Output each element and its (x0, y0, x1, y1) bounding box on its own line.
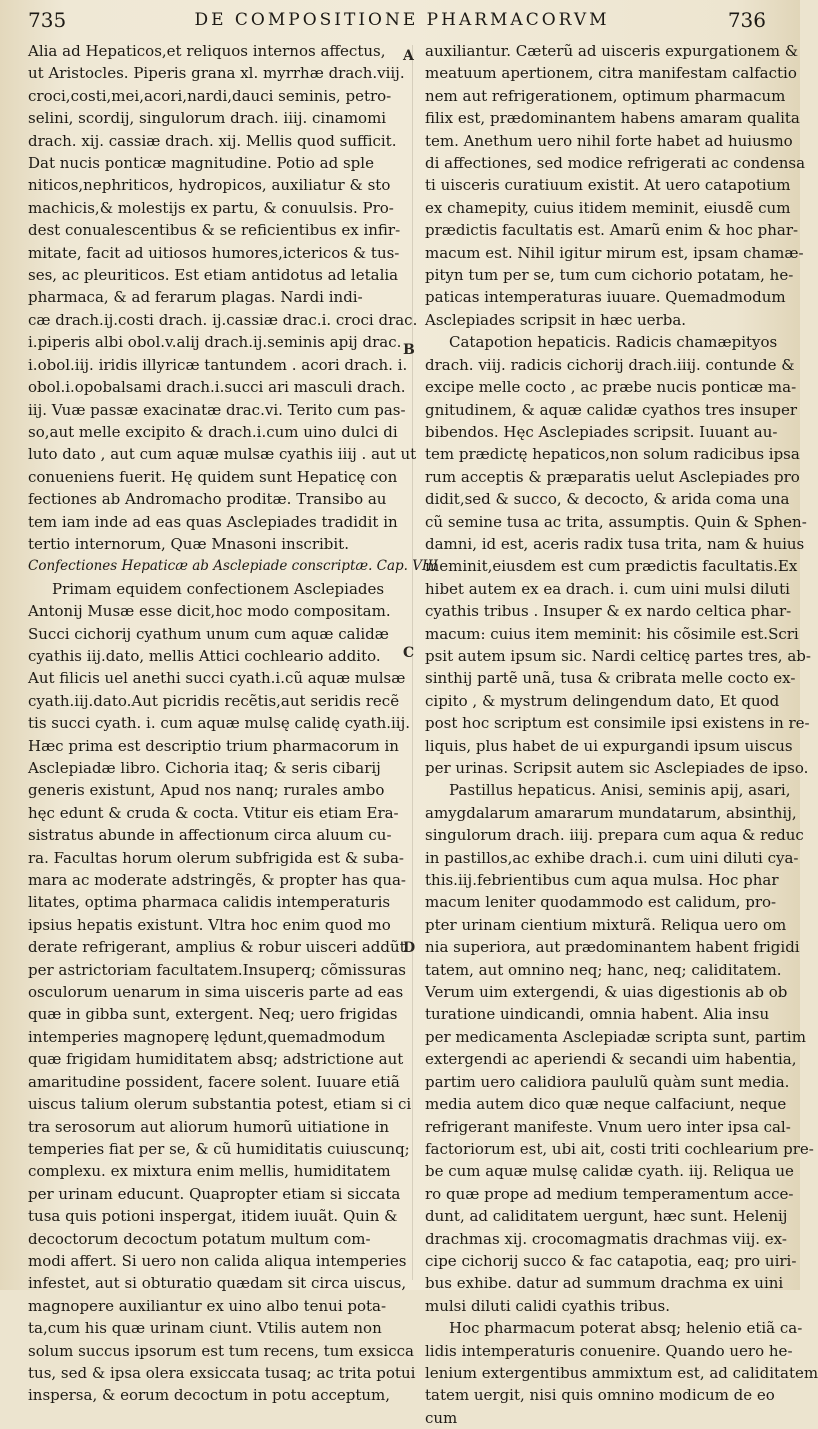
text-line: ti uisceris curatiuum existit. At uero catapotium (425, 176, 791, 195)
text-line: selini, scordij, singulorum drach. iiij. cinamomi (28, 109, 387, 128)
text-line: per urinam educunt. Quapropter etiam si siccata (28, 1184, 401, 1203)
text-line: in pastillos,ac exhibe drach.i. cum uini diluti cya- (425, 848, 799, 867)
text-line: be cum aquæ mulsę calidæ cyath. iij. Reliqua ue (425, 1162, 794, 1181)
text-line: generis existunt, Apud nos nanq; rurales ambo (28, 781, 385, 800)
text-line: tusa quis potioni inspergat, itidem iuuãt. Quin & (28, 1207, 398, 1226)
text-line: gnitudinem, & aquæ calidæ cyathos tres insuper (425, 400, 798, 419)
chapter-heading: Confectiones Hepaticæ ab Asclepiade conscriptæ. Cap. VIII (28, 558, 438, 575)
text-line: ro quæ prope ad medium temperamentum acce- (425, 1184, 794, 1203)
text-line: mulsi diluti calidi cyathis tribus. (425, 1296, 670, 1315)
text-line: Dat nucis ponticæ magnitudine. Potio ad sple (28, 154, 374, 173)
text-line: partim uero calidiora paululũ quàm sunt media. (425, 1072, 790, 1091)
text-line: uiscus talium olerum substantia potest, etiam si ci (28, 1095, 412, 1114)
text-line: conueniens fuerit. Hę quidem sunt Hepaticę con (28, 467, 398, 486)
text-line: iij. Vuæ passæ exacinatæ drac.vi. Terito cum pas- (28, 400, 406, 419)
text-line: decoctorum decoctum potatum multum com- (28, 1229, 371, 1248)
text-line: derate refrigerant, amplius & robur uisceri addũt (28, 938, 406, 957)
text-line: amaritudine possident, facere solent. Iuuare etiã (28, 1072, 400, 1091)
text-line: refrigerant manifeste. Vnum uero inter ipsa cal- (425, 1117, 791, 1136)
text-line: macum leniter quodammodo est calidum, pro- (425, 893, 777, 912)
text-line: mitate, facit ad uitiosos humores,ictericos & tus- (28, 243, 400, 262)
text-line: pityn tum per se, tum cum cichorio potatam, he- (425, 266, 794, 285)
text-line: filix est, prædominantem habens amaram qualita (425, 109, 800, 128)
text-line: sinthij partẽ unã, tusa & cribrata melle cocto ex- (425, 669, 796, 688)
text-line: this.iij.febrientibus cum aqua mulsa. Hoc phar (425, 871, 779, 890)
text-line: intemperies magnoperę lędunt,quemadmodum (28, 1027, 386, 1046)
text-line: ta,cum his quæ urinam ciunt. Vtilis autem non (28, 1319, 382, 1338)
running-title: DE COMPOSITIONE PHARMACORVM (194, 10, 610, 30)
text-line: paticas intemperaturas iuuare. Quemadmodum (425, 288, 786, 307)
text-line: modi affert. Si uero non calida aliqua intemperies (28, 1251, 407, 1270)
text-line: didit,sed & succo, & decocto, & arida coma una (425, 490, 790, 509)
text-line: magnopere auxiliantur ex uino albo tenui pota- (28, 1296, 387, 1315)
text-line: inspersa, & eorum decoctum in potu acceptum, (28, 1386, 391, 1405)
text-line: damni, id est, aceris radix tusa trita, nam & huius (425, 534, 805, 553)
text-line: machicis,& molestijs ex partu, & conuulsis. Pro- (28, 198, 394, 217)
text-line: tra serosorum aut aliorum humorũ uitiatione in (28, 1117, 390, 1136)
text-line: dest conualescentibus & se reficientibus ex infir- (28, 221, 401, 240)
text-line: cũ semine tusa ac trita, assumptis. Quin & Sphen- (425, 512, 807, 531)
text-line: factoriorum est, ubi ait, costi triti cochlearium pre- (425, 1139, 814, 1158)
margin-letter-c: C (403, 645, 415, 661)
text-line: complexu. ex mixtura enim mellis, humiditatem (28, 1162, 391, 1181)
text-line: fectiones ab Andromacho proditæ. Transibo au (28, 490, 387, 509)
text-line: lenium extergentibus ammixtum est, ad caliditatem (425, 1363, 818, 1382)
text-line: drachmas xij. crocomagmatis drachmas viij. ex- (425, 1229, 787, 1248)
text-line: macum: cuius item meminit: his cõsimile est.Scri (425, 624, 799, 643)
left-text-column (28, 40, 438, 1405)
text-line: cæ drach.ij.costi drach. ij.cassiæ drac.i. croci drac. (28, 310, 418, 329)
text-line: niticos,nephriticos, hydropicos, auxiliatur & sto (28, 176, 391, 195)
text-line: Hoc pharmacum poterat absq; helenio etiã ca- (449, 1319, 803, 1338)
text-line: macum est. Nihil igitur mirum est, ipsam chamæ- (425, 243, 804, 262)
text-line: quæ frigidam humiditatem absq; adstrictione aut (28, 1050, 404, 1069)
text-line: tis succi cyath. i. cum aquæ mulsę calidę cyath.iij. (28, 714, 411, 733)
text-line: di affectiones, sed modice refrigerati ac condensa (425, 154, 806, 173)
text-line: pharmaca, & ad ferarum plagas. Nardi indi- (28, 288, 363, 307)
text-line: cyathis tribus . Insuper & ex nardo celtica phar- (425, 602, 792, 621)
text-line: hęc edunt & cruda & cocta. Vtitur eis etiam Era- (28, 803, 399, 822)
text-line: luto dato , aut cum aquæ mulsæ cyathis iiij . aut ut (28, 445, 417, 464)
text-line: Hæc prima est descriptio trium pharmacorum in (28, 736, 399, 755)
text-line: Alia ad Hepaticos,et reliquos internos affectus, (28, 42, 386, 60)
text-line: temperies fiat per se, & cũ humiditatis cuiuscunq; (28, 1139, 410, 1158)
text-line: turatione uindicandi, omnia habent. Alia insu (425, 1005, 770, 1024)
text-line: cum (425, 1408, 458, 1427)
text-line: tem prædictę hepaticos,non solum radicibus ipsa (425, 445, 800, 464)
text-line: post hoc scriptum est consimile ipsi existens in re- (425, 714, 810, 733)
text-line: cipe cichorij succo & fac catapotia, eaq; pro uiri- (425, 1251, 797, 1270)
text-line: i.piperis albi obol.v.alij drach.ij.seminis apij drac. (28, 333, 402, 352)
text-line: meatuum apertionem, citra manifestam calfactio (425, 64, 797, 83)
text-line: cyath.iij.dato.Aut picridis recẽtis,aut seridis recẽ (28, 691, 400, 710)
text-line: bibendos. Hęc Asclepiades scripsit. Iuuant au- (425, 422, 778, 441)
text-line: ut Aristocles. Piperis grana xl. myrrhæ drach.viij. (28, 64, 405, 83)
text-line: auxiliantur. Cæterũ ad uisceris expurgationem & (425, 42, 799, 60)
text-line: drach. xij. cassiæ drach. xij. Mellis quod sufficit. (28, 131, 397, 150)
text-line: Asclepiades scripsit in hæc uerba. (425, 310, 687, 329)
text-line: infestet, aut si obturatio quædam sit circa uiscus, (28, 1274, 407, 1293)
text-line: psit autem ipsum sic. Nardi celticę partes tres, ab- (425, 646, 811, 665)
text-line: prædictis facultatis est. Amarũ enim & hoc phar- (425, 221, 799, 240)
text-line: singulorum drach. iiij. prepara cum aqua & reduc (425, 826, 804, 845)
text-line: nia superiora, aut prædominantem habent frigidi (425, 938, 800, 957)
text-line: litates, optima pharmaca calidis intemperaturis (28, 893, 391, 912)
text-line: lidis intemperaturis conuenire. Quando uero he- (425, 1341, 793, 1360)
text-line: obol.i.opobalsami drach.i.succi ari masculi drach. (28, 378, 406, 397)
text-line: sistratus abunde in affectionum circa aluum cu- (28, 826, 392, 845)
text-line: solum succus ipsorum est tum recens, tum exsicca (28, 1341, 414, 1360)
right-text-column (425, 40, 818, 1427)
text-line: tertio internorum, Quæ Mnasoni inscribit. (28, 534, 349, 553)
text-line: drach. viij. radicis cichorij drach.iiij. contunde & (425, 355, 795, 374)
text-line: i.obol.iij. iridis illyricæ tantundem . acori drach. i. (28, 355, 408, 374)
text-line: Asclepiadæ libro. Cichoria itaq; & seris cibarij (28, 759, 381, 777)
text-line: tem iam inde ad eas quas Asclepiades tradidit in (28, 512, 398, 531)
text-line: hibet autem ex ea drach. i. cum uini mulsi diluti (425, 579, 790, 598)
margin-letter-b: B (403, 342, 415, 358)
text-line: Pastillus hepaticus. Anisi, seminis apij, asari, (449, 781, 791, 800)
text-line: ses, ac pleuriticos. Est etiam antidotus ad letalia (28, 266, 399, 285)
text-line: liquis, plus habet de ui expurgandi ipsum uiscus (425, 736, 793, 755)
text-line: Verum uim extergendi, & uias digestionis ab ob (425, 983, 788, 1002)
text-line: per medicamenta Asclepiadæ scripta sunt, partim (425, 1027, 806, 1046)
text-line: pter urinam cientium mixturã. Reliqua uero om (425, 915, 787, 934)
text-line: ipsius hepatis existunt. Vltra hoc enim quod mo (28, 915, 391, 934)
text-line: cipito , & mystrum delingendum dato, Et quod (425, 691, 780, 710)
text-line: rum acceptis & præparatis uelut Asclepiades pro (425, 467, 800, 486)
text-line: cyathis iij.dato, mellis Attici cochleario addito. (28, 646, 381, 665)
text-line: mara ac moderate adstringẽs, & propter has qua- (28, 871, 407, 890)
right-page-number: 736 (727, 8, 766, 32)
text-line: tatem, aut omnino neq; hanc, neq; caliditatem. (425, 960, 782, 979)
text-line: tem. Anethum uero nihil forte habet ad huiusmo (425, 131, 793, 150)
text-line: per astrictoriam facultatem.Insuperq; cõmissuras (28, 960, 406, 979)
margin-letter-a: A (403, 48, 414, 64)
text-line: Aut filicis uel anethi succi cyath.i.cũ aquæ mulsæ (28, 669, 406, 688)
text-line: ex chamepity, cuius itidem meminit, eiusdẽ cum (425, 198, 791, 217)
text-line: Antonij Musæ esse dicit,hoc modo compositam. (28, 602, 391, 621)
text-line: meminit,eiusdem est cum prædictis facultatis.Ex (425, 557, 798, 576)
text-line: Succi cichorij cyathum unum cum aquæ calidæ (28, 624, 389, 643)
text-line: Catapotion hepaticis. Radicis chamæpityos (449, 333, 778, 352)
text-line: amygdalarum amararum mundatarum, absinthij, (425, 803, 797, 822)
text-line: per urinas. Scripsit autem sic Asclepiades de ipso. (425, 759, 809, 777)
text-line: dunt, ad caliditatem uergunt, hæc sunt. Helenij (425, 1207, 788, 1226)
text-line: tatem uergit, nisi quis omnino modicum de eo (425, 1386, 775, 1405)
text-line: media autem dico quæ neque calfaciunt, neque (425, 1095, 787, 1114)
text-line: Primam equidem confectionem Asclepiades (52, 579, 385, 598)
margin-letter-d: D (403, 940, 416, 956)
text-line: nem aut refrigerationem, optimum pharmacum (425, 86, 786, 105)
text-line: quæ in gibba sunt, extergent. Neq; uero frigidas (28, 1005, 398, 1024)
text-line: osculorum uenarum in sima uisceris parte ad eas (28, 983, 404, 1002)
text-line: extergendi ac aperiendi & secandi uim habentia, (425, 1050, 797, 1069)
margin-markers (399, 40, 423, 1285)
text-line: croci,costi,mei,acori,nardi,dauci seminis, petro- (28, 86, 392, 105)
left-page-number: 735 (28, 8, 67, 32)
text-line: tus, sed & ipsa olera exsiccata tusaq; ac trita potui (28, 1363, 416, 1382)
text-line: bus exhibe. datur ad summum drachma ex uini (425, 1274, 784, 1293)
text-line: ra. Facultas horum olerum subfrigida est & suba- (28, 848, 404, 867)
text-line: excipe melle cocto , ac præbe nucis ponticæ ma- (425, 378, 797, 397)
text-line: so,aut melle excipito & drach.i.cum uino dulci di (28, 422, 398, 441)
page-header (28, 8, 776, 38)
